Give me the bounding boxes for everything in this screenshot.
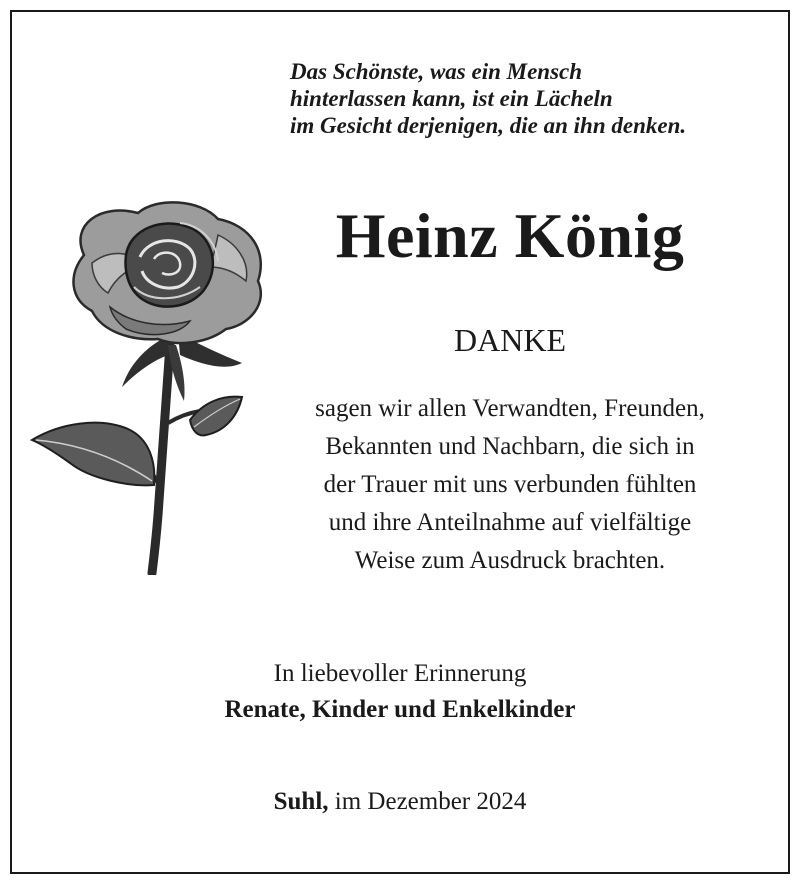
place-date — [0, 785, 800, 819]
rose-icon — [30, 195, 275, 575]
quote-block — [290, 58, 770, 139]
thanks-heading: DANKE — [454, 322, 566, 358]
thanks-line: Bekannten und Nachbarn, die sich in — [325, 433, 695, 460]
thanks-line: der Trauer mit uns verbunden fühlten — [323, 471, 697, 498]
quote-line: hinterlassen kann, ist ein Lächeln — [290, 86, 613, 111]
thanks-line: sagen wir allen Verwandten, Freunden, — [315, 395, 705, 422]
date-text: im Dezember 2024 — [328, 788, 527, 815]
family-signature: Renate, Kinder und Enkelkinder — [224, 696, 576, 723]
memory-line: In liebevoller Erinnerung — [273, 660, 527, 687]
quote-line: im Gesicht derjenigen, die an ihn denken. — [290, 113, 687, 138]
deceased-name: Heinz König — [335, 200, 685, 271]
thanks-text — [260, 390, 760, 580]
thanks-line: und ihre Anteilnahme auf vielfältige — [328, 509, 692, 536]
quote-line: Das Schönste, was ein Mensch — [290, 59, 583, 84]
place-city: Suhl, — [273, 788, 329, 815]
thanks-line: Weise zum Ausdruck brachten. — [354, 547, 666, 574]
